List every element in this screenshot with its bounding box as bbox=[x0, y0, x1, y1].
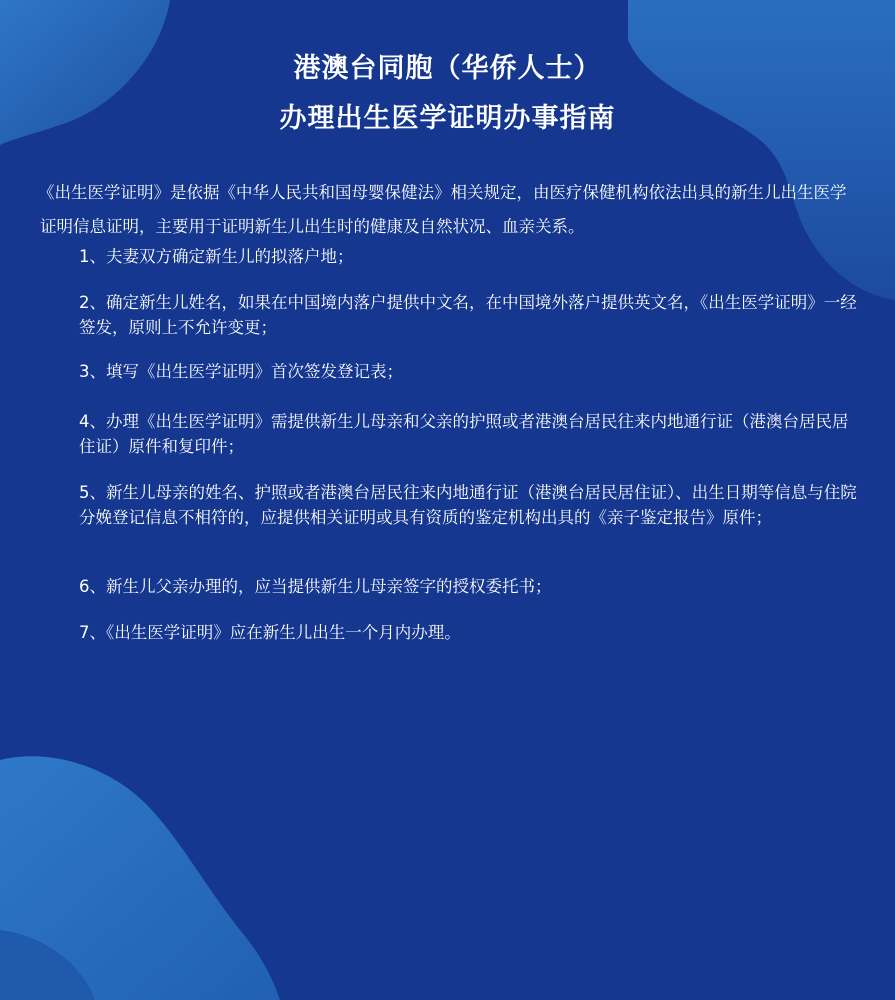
intro-paragraph: 《出生医学证明》是依据《中华人民共和国母婴保健法》相关规定，由医疗保健机构依法出具的新生儿出生医学证明信息证明，主要用于证明新生儿出生时的健康及自然状况、血亲关系。 bbox=[38, 183, 847, 236]
page-title-line-2: 办理出生医学证明办事指南 bbox=[279, 103, 616, 134]
list-item-7: 7、《出生医学证明》应在新生儿出生一个月内办理。 bbox=[79, 623, 461, 642]
list-item-4: 4、办理《出生医学证明》需提供新生儿母亲和父亲的护照或者港澳台居民往来内地通行证（港澳台居民居住证）原件和复印件； bbox=[79, 412, 849, 456]
list-item-1: 1、夫妻双方确定新生儿的拟落户地； bbox=[79, 247, 354, 266]
page-title-line-1: 港澳台同胞（华侨人士） bbox=[293, 53, 602, 84]
list-item-3: 3、填写《出生医学证明》首次签发登记表； bbox=[79, 362, 403, 381]
list-item-5: 5、新生儿母亲的姓名、护照或者港澳台居民往来内地通行证（港澳台居民居住证）、出生日期等信息与住院分娩登记信息不相符的，应提供相关证明或具有资质的鉴定机构出具的《亲子鉴定报告》原件； bbox=[79, 483, 857, 527]
list-item-2: 2、确定新生儿姓名，如果在中国境内落户提供中文名，在中国境外落户提供英文名，《出生医学证明》一经签发，原则上不允许变更； bbox=[79, 293, 857, 337]
list-item-6: 6、新生儿父亲办理的，应当提供新生儿母亲签字的授权委托书； bbox=[79, 577, 552, 596]
